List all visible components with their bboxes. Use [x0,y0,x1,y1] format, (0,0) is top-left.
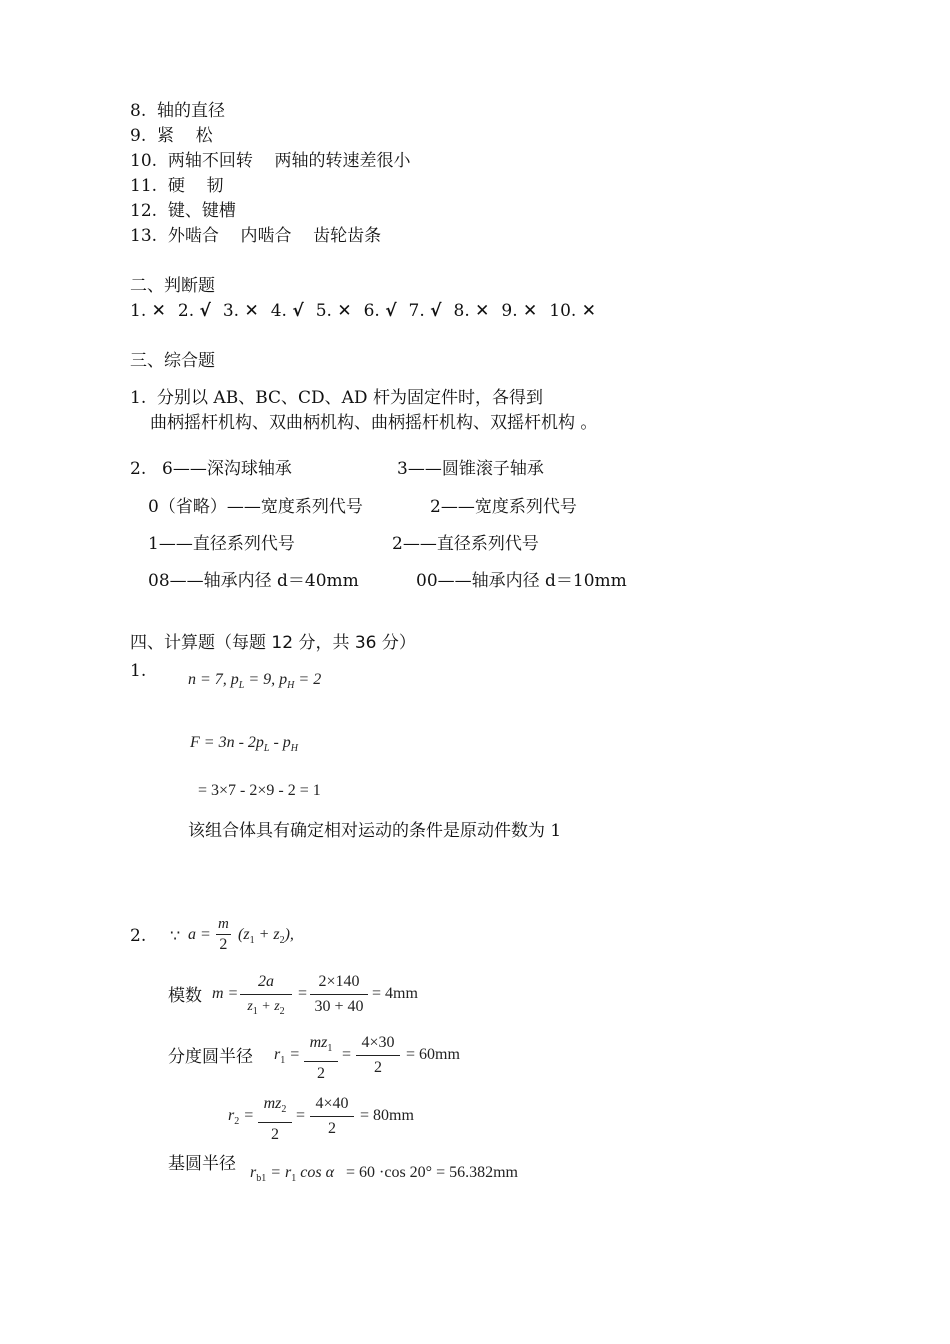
tf-answer [549,300,596,322]
tf-answer-number: 9. [501,301,523,321]
rb1-lhs: $r_{b1} = r_1$ cos α [250,1164,334,1184]
bearing-code-left: 1——直径系列代号 [148,534,295,554]
r2-result: = 80mm [360,1107,414,1124]
tf-answer [178,300,211,322]
cross-mark-icon: ✕ [581,301,596,321]
equals-sign: = [342,1046,352,1063]
tf-answer [130,300,166,322]
check-mark-icon: √ [385,301,397,321]
comp-q1-line2: 曲柄摇杆机构、双曲柄机构、曲柄摇杆机构、双摇杆机构 。 [150,413,598,433]
bearing-code-right: 00——轴承内径 d＝10mm [416,571,627,591]
tf-answers [130,300,608,322]
check-mark-icon: √ [430,301,442,321]
module-lhs: m = [212,985,239,1002]
tf-answer [501,300,537,322]
tf-heading: 二、判断题 [130,276,215,296]
label-base-radius: 基圆半径 [168,1154,236,1174]
tf-answer-number: 10. [549,301,582,321]
cross-mark-icon: ✕ [244,301,259,321]
calc-heading: 四、计算题（每题 12 分，共 36 分） [130,633,416,653]
fill-answer-10: 10. 两轴不回转 两轴的转速差很小 [130,151,411,171]
tf-answer [316,300,352,322]
bearing-code-left: 0（省略）——宽度系列代号 [148,497,363,517]
fill-answer-12: 12. 键、键槽 [130,201,236,221]
tf-answer-number: 2. [177,301,200,321]
tf-answer-number: 4. [270,301,293,321]
check-mark-icon: √ [292,301,304,321]
r2-lhs: $r_2$ = [228,1107,255,1127]
fill-answer-8: 8. 轴的直径 [130,101,226,121]
fraction-module-numeric: $\frac{2\times 140}{30 + 40}$ [310,972,368,1017]
calc-q1-number: 1. [130,661,147,681]
bearing-code-right: 2——直径系列代号 [392,534,539,554]
bearing-code-right: 3——圆锥滚子轴承 [397,459,544,479]
fill-answer-9: 9. 紧 松 [130,126,213,146]
tf-answer [223,300,259,322]
comp-heading: 三、综合题 [130,351,215,371]
because-symbol: ∵ [170,928,181,945]
fill-answer-13: 13. 外啮合 内啮合 齿轮齿条 [130,226,382,246]
bearing-code-left: 6——深沟球轴承 [162,459,292,479]
equals-sign: = [296,1107,306,1124]
tf-answer-number: 6. [363,301,386,321]
tf-answer [364,300,397,322]
tf-answer [454,300,490,322]
fraction-mz1-over-2: $\frac{mz_1}{2}$ [304,1033,338,1084]
fraction-m-over-2: $\frac{m}{2}$ [218,916,229,953]
tf-answer-number: 1. [130,301,152,321]
cross-mark-icon: ✕ [151,301,166,321]
r1-result: = 60mm [406,1046,460,1063]
tf-answer-number: 8. [453,301,476,321]
label-pitch-radius: 分度圆半径 [168,1047,253,1067]
cross-mark-icon: ✕ [337,301,352,321]
bearing-code-left: 08——轴承内径 d＝40mm [148,571,359,591]
tf-answer [409,300,442,322]
q1-equation-given: n = 7, $p_L = 9$, $p_H = 2$ [188,671,322,691]
fraction-mz2-over-2: $\frac{mz_2}{2}$ [258,1094,292,1145]
calc-q2-number: 2. [130,926,147,946]
center-distance-lhs: a = [188,926,211,943]
tf-answer-number: 5. [315,301,338,321]
q1-conclusion: 该组合体具有确定相对运动的条件是原动件数为 1 [188,821,562,841]
r1-lhs: $r_1$ = [274,1046,301,1066]
fraction-r2-numeric: $\frac{4\times 40}{2}$ [310,1094,354,1139]
comp-q1-line1: 1. 分别以 AB、BC、CD、AD 杆为固定件时，各得到 [130,388,543,408]
cross-mark-icon: ✕ [475,301,490,321]
comp-q2-number: 2. [130,459,147,479]
tf-answer [271,300,304,322]
check-mark-icon: √ [199,301,211,321]
q1-equation-result: = 3×7 - 2×9 - 2 = 1 [198,782,321,799]
tf-answer-number: 7. [408,301,431,321]
cross-mark-icon: ✕ [523,301,538,321]
fraction-2a-over-z-sum: $\frac{2a}{z_1 + z_2}$ [240,972,292,1022]
label-module: 模数 [168,986,202,1006]
fill-answer-11: 11. 硬 韧 [130,176,224,196]
bearing-code-right: 2——宽度系列代号 [430,497,577,517]
equals-sign: = [298,985,308,1002]
module-result: = 4mm [372,985,418,1002]
q1-equation-dof: $F = 3n - 2p_L - p_H$ [190,734,299,754]
tf-answer-number: 3. [222,301,245,321]
center-distance-rhs: $(z_1 + z_2)$, [238,926,294,946]
fraction-r1-numeric: $\frac{4\times 30}{2}$ [356,1033,400,1078]
rb1-result: = 60 ·cos 20° = 56.382mm [346,1164,518,1181]
